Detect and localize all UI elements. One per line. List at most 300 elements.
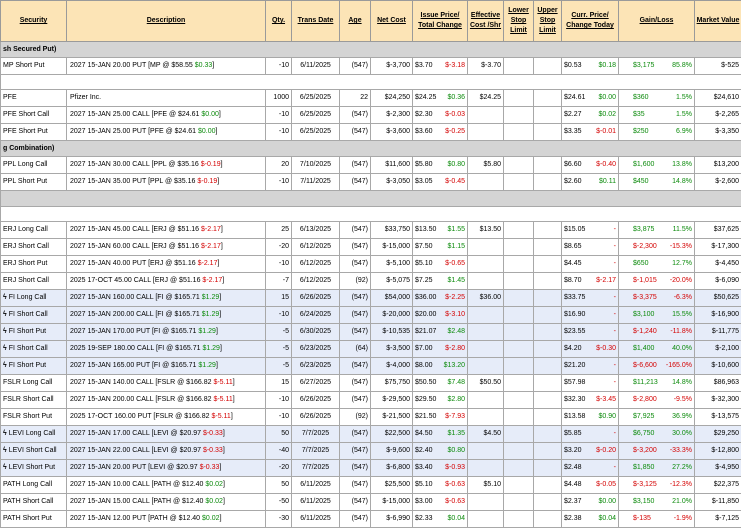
gain-loss-percent: -165.0% (666, 358, 692, 374)
security-cell[interactable] (1, 157, 67, 174)
security-name: PATH Long Call (3, 481, 52, 488)
issue-price: $21.07 (415, 324, 436, 340)
security-name: FI Long Call (9, 294, 47, 301)
table-row[interactable] (1, 409, 741, 426)
upper-stop-cell[interactable] (534, 324, 562, 341)
security-name: FSLR Short Call (3, 396, 54, 403)
trans-date-cell: 7/7/2025 (292, 426, 340, 443)
col-effective-cost[interactable]: Effective Cost /Shr (468, 1, 504, 42)
table-row[interactable] (1, 426, 741, 443)
security-cell[interactable] (1, 107, 67, 124)
net-cost-cell: $-20,000 (371, 307, 413, 324)
lower-stop-cell[interactable] (504, 90, 534, 107)
market-value-cell: $-3,350 (695, 124, 741, 141)
col-net-cost[interactable]: Net Cost (371, 1, 413, 42)
issue-price: $13.50 (415, 222, 436, 238)
lower-stop-cell[interactable] (504, 107, 534, 124)
col-upper-stop[interactable]: Upper Stop Limit (534, 1, 562, 42)
table-row[interactable] (1, 222, 741, 239)
net-cost-cell: $-6,800 (371, 460, 413, 477)
security-cell[interactable] (1, 239, 67, 256)
col-issue-price[interactable]: Issue Price/ Total Change (413, 1, 468, 42)
table-row[interactable] (1, 58, 741, 75)
description-cell (67, 409, 266, 426)
lower-stop-cell[interactable] (504, 477, 534, 494)
security-name: FSLR Short Put (3, 413, 52, 420)
gain-loss-cell (619, 409, 695, 426)
trans-date-cell: 6/11/2025 (292, 477, 340, 494)
net-cost-cell: $-6,990 (371, 511, 413, 528)
description-cell (67, 107, 266, 124)
upper-stop-cell[interactable] (534, 58, 562, 75)
qty-cell: -20 (266, 460, 292, 477)
security-cell[interactable] (1, 375, 67, 392)
age-cell: (547) (340, 157, 371, 174)
qty-cell: -30 (266, 511, 292, 528)
upper-stop-cell[interactable] (534, 443, 562, 460)
trans-date-cell: 6/12/2025 (292, 239, 340, 256)
curr-price-cell (562, 426, 619, 443)
security-cell[interactable] (1, 324, 67, 341)
age-cell: (547) (340, 124, 371, 141)
table-row[interactable] (1, 477, 741, 494)
curr-price: $23.55 (564, 324, 585, 340)
table-row[interactable] (1, 358, 741, 375)
description-text: 2025 19-SEP 180.00 CALL [FI @ $165.71 (70, 345, 200, 352)
total-change: $7.48 (447, 375, 465, 391)
age-cell: (547) (340, 494, 371, 511)
lower-stop-cell[interactable] (504, 358, 534, 375)
curr-price-cell (562, 477, 619, 494)
table-row[interactable] (1, 174, 741, 191)
gain-loss-amount: $250 (633, 124, 649, 140)
curr-price-cell (562, 174, 619, 191)
security-cell[interactable] (1, 222, 67, 239)
table-row[interactable] (1, 375, 741, 392)
security-cell[interactable] (1, 443, 67, 460)
total-change: $-0.93 (445, 460, 465, 476)
total-change: $-3.10 (445, 307, 465, 323)
issue-price: $24.25 (415, 90, 436, 106)
security-cell[interactable] (1, 58, 67, 75)
age-cell: (547) (340, 107, 371, 124)
upper-stop-cell[interactable] (534, 107, 562, 124)
description-text: 2025 17-OCT 45.00 CALL [ERJ @ $51.16 (70, 277, 200, 284)
issue-price-cell (413, 477, 468, 494)
net-cost-cell: $22,500 (371, 426, 413, 443)
curr-price-cell (562, 409, 619, 426)
qty-cell: -10 (266, 107, 292, 124)
curr-price: $16.90 (564, 307, 585, 323)
lower-stop-cell[interactable] (504, 290, 534, 307)
gain-loss-amount: $650 (633, 256, 649, 272)
gain-loss-percent: -1.9% (674, 511, 692, 527)
description-text: 2027 15-JAN 10.00 CALL [PATH @ $12.40 (70, 481, 203, 488)
security-cell[interactable] (1, 426, 67, 443)
curr-price: $21.20 (564, 358, 585, 374)
effective-cost-cell: $5.10 (468, 477, 504, 494)
description-text: 2027 15-JAN 60.00 CALL [ERJ @ $51.16 (70, 243, 199, 250)
change-today: - (614, 239, 616, 255)
gain-loss-percent: -12.3% (670, 477, 692, 493)
gain-loss-amount: $1,600 (633, 157, 654, 173)
gain-loss-cell (619, 256, 695, 273)
net-cost-cell: $-3,700 (371, 58, 413, 75)
lower-stop-cell[interactable] (504, 58, 534, 75)
gain-loss-percent: 1.5% (676, 90, 692, 106)
trans-date-cell: 6/25/2025 (292, 124, 340, 141)
change-today: - (614, 222, 616, 238)
security-cell[interactable] (1, 290, 67, 307)
curr-price: $32.30 (564, 392, 585, 408)
security-cell[interactable] (1, 341, 67, 358)
qty-cell: 50 (266, 477, 292, 494)
description-tail: ] (231, 413, 233, 420)
security-cell[interactable] (1, 307, 67, 324)
description-tail: ] (219, 311, 221, 318)
upper-stop-cell[interactable] (534, 290, 562, 307)
security-cell[interactable] (1, 358, 67, 375)
lower-stop-cell[interactable] (504, 273, 534, 290)
security-name: FI Short Put (9, 328, 46, 335)
curr-price: $3.20 (564, 443, 582, 459)
col-qty[interactable]: Qty. (266, 1, 292, 42)
upper-stop-cell[interactable] (534, 222, 562, 239)
upper-stop-cell[interactable] (534, 124, 562, 141)
change-today: $-0.40 (596, 157, 616, 173)
security-cell[interactable] (1, 477, 67, 494)
security-cell[interactable] (1, 273, 67, 290)
security-name: LEVI Short Call (9, 447, 57, 454)
lower-stop-cell[interactable] (504, 375, 534, 392)
trans-date-cell: 6/23/2025 (292, 341, 340, 358)
underlying-change: $1.29 (202, 345, 220, 352)
issue-price: $2.30 (415, 107, 433, 123)
gain-loss-percent: -33.3% (670, 443, 692, 459)
underlying-change: $-0.19 (197, 178, 217, 185)
security-cell[interactable] (1, 90, 67, 107)
gain-loss-amount: $3,150 (633, 494, 654, 510)
gain-loss-amount: $-6,600 (633, 358, 657, 374)
change-today: $0.11 (599, 174, 616, 190)
gain-loss-percent: 14.8% (672, 375, 692, 391)
curr-price: $2.60 (564, 174, 582, 190)
curr-price-cell (562, 239, 619, 256)
upper-stop-cell[interactable] (534, 477, 562, 494)
table-row[interactable] (1, 494, 741, 511)
qty-cell: -20 (266, 239, 292, 256)
col-curr-price[interactable]: Curr. Price/ Change Today (562, 1, 619, 42)
qty-cell: 15 (266, 375, 292, 392)
description-cell (67, 324, 266, 341)
age-cell: (547) (340, 392, 371, 409)
security-cell[interactable] (1, 494, 67, 511)
qty-cell: 1000 (266, 90, 292, 107)
lower-stop-cell[interactable] (504, 443, 534, 460)
security-name: FSLR Long Call (3, 379, 52, 386)
description-tail: ] (212, 62, 214, 69)
description-text: 2027 15-JAN 15.00 CALL [PATH @ $12.40 (70, 498, 203, 505)
lightning-icon: ϟ (3, 464, 7, 471)
issue-price-cell (413, 324, 468, 341)
issue-price-cell (413, 290, 468, 307)
net-cost-cell: $11,600 (371, 157, 413, 174)
table-row[interactable] (1, 124, 741, 141)
issue-price: $36.00 (415, 290, 436, 306)
upper-stop-cell[interactable] (534, 273, 562, 290)
issue-price-cell (413, 341, 468, 358)
trans-date-cell: 7/10/2025 (292, 157, 340, 174)
gain-loss-percent: -11.8% (670, 324, 692, 340)
age-cell: (547) (340, 324, 371, 341)
table-row[interactable] (1, 239, 741, 256)
effective-cost-cell: $24.25 (468, 90, 504, 107)
lower-stop-cell[interactable] (504, 157, 534, 174)
market-value-cell: $37,625 (695, 222, 741, 239)
net-cost-cell: $-5,100 (371, 256, 413, 273)
lower-stop-cell[interactable] (504, 392, 534, 409)
col-security[interactable]: Security (1, 1, 67, 42)
curr-price: $4.48 (564, 477, 582, 493)
lower-stop-cell[interactable] (504, 341, 534, 358)
underlying-change: $0.02 (205, 481, 223, 488)
upper-stop-cell[interactable] (534, 375, 562, 392)
lower-stop-cell[interactable] (504, 239, 534, 256)
security-cell[interactable] (1, 124, 67, 141)
curr-price: $4.45 (564, 256, 582, 272)
upper-stop-cell[interactable] (534, 511, 562, 528)
gain-loss-amount: $-3,125 (633, 477, 657, 493)
gain-loss-amount: $-1,240 (633, 324, 657, 340)
qty-cell: -5 (266, 341, 292, 358)
change-today: $0.18 (598, 58, 616, 74)
change-today: $-0.30 (596, 341, 616, 357)
effective-cost-cell (468, 107, 504, 124)
net-cost-cell: $-5,075 (371, 273, 413, 290)
gain-loss-amount: $3,875 (633, 222, 654, 238)
gain-loss-cell (619, 239, 695, 256)
underlying-change: $1.29 (198, 362, 216, 369)
gain-loss-amount: $-2,800 (633, 392, 657, 408)
total-change: $-7.93 (445, 409, 465, 425)
upper-stop-cell[interactable] (534, 392, 562, 409)
total-change: $0.80 (447, 157, 465, 173)
curr-price-cell (562, 290, 619, 307)
description-tail: ] (220, 345, 222, 352)
curr-price-cell (562, 341, 619, 358)
net-cost-cell: $-4,000 (371, 358, 413, 375)
change-today: - (614, 375, 616, 391)
upper-stop-cell[interactable] (534, 239, 562, 256)
lower-stop-cell[interactable] (504, 307, 534, 324)
security-cell[interactable] (1, 511, 67, 528)
upper-stop-cell[interactable] (534, 341, 562, 358)
upper-stop-cell[interactable] (534, 157, 562, 174)
security-name: MP Short Put (3, 62, 45, 69)
curr-price: $6.60 (564, 157, 582, 173)
description-tail: ] (216, 328, 218, 335)
curr-price: $2.38 (564, 511, 582, 527)
table-row[interactable] (1, 107, 741, 124)
gain-loss-cell (619, 222, 695, 239)
security-name: ERJ Short Call (3, 243, 49, 250)
trans-date-cell: 6/30/2025 (292, 324, 340, 341)
security-cell[interactable] (1, 392, 67, 409)
col-lower-stop[interactable]: Lower Stop Limit (504, 1, 534, 42)
col-description[interactable]: Description (67, 1, 266, 42)
description-text: 2027 15-JAN 22.00 CALL [LEVI @ $20.97 (70, 447, 201, 454)
net-cost-cell: $-15,000 (371, 494, 413, 511)
age-cell: (547) (340, 174, 371, 191)
underlying-change: $1.29 (202, 294, 220, 301)
upper-stop-cell[interactable] (534, 90, 562, 107)
col-trans-date[interactable]: Trans Date (292, 1, 340, 42)
upper-stop-cell[interactable] (534, 307, 562, 324)
security-cell[interactable] (1, 460, 67, 477)
table-row[interactable] (1, 290, 741, 307)
table-row[interactable] (1, 511, 741, 528)
description-cell (67, 58, 266, 75)
gain-loss-amount: $11,213 (633, 375, 658, 391)
total-change: $-2.80 (445, 341, 465, 357)
lower-stop-cell[interactable] (504, 174, 534, 191)
table-row[interactable] (1, 273, 741, 290)
table-row[interactable] (1, 157, 741, 174)
lower-stop-cell[interactable] (504, 494, 534, 511)
curr-price-cell (562, 157, 619, 174)
underlying-change: $-5.11 (213, 396, 232, 403)
upper-stop-cell[interactable] (534, 426, 562, 443)
lightning-icon: ϟ (3, 362, 7, 369)
gain-loss-percent: 15.5% (672, 307, 692, 323)
curr-price: $4.20 (564, 341, 582, 357)
description-text: Pfizer Inc. (70, 94, 101, 101)
gain-loss-cell (619, 358, 695, 375)
description-cell (67, 477, 266, 494)
issue-price: $29.50 (415, 392, 436, 408)
spacer-row (1, 207, 741, 222)
gain-loss-cell (619, 460, 695, 477)
net-cost-cell: $-9,600 (371, 443, 413, 460)
description-cell (67, 307, 266, 324)
security-name: PPL Short Put (3, 178, 47, 185)
age-cell: 22 (340, 90, 371, 107)
lower-stop-cell[interactable] (504, 324, 534, 341)
gain-loss-cell (619, 375, 695, 392)
description-cell (67, 222, 266, 239)
issue-price-cell (413, 256, 468, 273)
lower-stop-cell[interactable] (504, 222, 534, 239)
market-value-cell: $-10,600 (695, 358, 741, 375)
upper-stop-cell[interactable] (534, 358, 562, 375)
issue-price-cell (413, 443, 468, 460)
table-row[interactable] (1, 90, 741, 107)
lower-stop-cell[interactable] (504, 409, 534, 426)
gain-loss-percent: 27.2% (672, 460, 692, 476)
total-change: $-0.03 (445, 107, 465, 123)
col-gain-loss[interactable]: Gain/Loss (619, 1, 695, 42)
underlying-change: $-5.11 (213, 379, 232, 386)
net-cost-cell: $-15,000 (371, 239, 413, 256)
gain-loss-cell (619, 273, 695, 290)
effective-cost-cell: $36.00 (468, 290, 504, 307)
description-cell (67, 358, 266, 375)
upper-stop-cell[interactable] (534, 409, 562, 426)
lower-stop-cell[interactable] (504, 426, 534, 443)
lower-stop-cell[interactable] (504, 460, 534, 477)
curr-price: $13.58 (564, 409, 585, 425)
effective-cost-cell (468, 392, 504, 409)
description-tail: ] (216, 128, 218, 135)
security-cell[interactable] (1, 409, 67, 426)
description-cell (67, 341, 266, 358)
table-row[interactable] (1, 307, 741, 324)
total-change: $0.36 (447, 90, 465, 106)
gain-loss-amount: $6,750 (633, 426, 654, 442)
issue-price: $4.50 (415, 426, 433, 442)
qty-cell: -10 (266, 256, 292, 273)
description-cell (67, 239, 266, 256)
curr-price-cell (562, 256, 619, 273)
gain-loss-cell (619, 90, 695, 107)
description-text: 2027 15-JAN 17.00 CALL [LEVI @ $20.97 (70, 430, 201, 437)
age-cell: (547) (340, 358, 371, 375)
security-cell[interactable] (1, 174, 67, 191)
col-age[interactable]: Age (340, 1, 371, 42)
upper-stop-cell[interactable] (534, 494, 562, 511)
qty-cell: -10 (266, 58, 292, 75)
lightning-icon: ϟ (3, 447, 7, 454)
upper-stop-cell[interactable] (534, 256, 562, 273)
curr-price-cell (562, 375, 619, 392)
col-market-value[interactable]: Market Value (695, 1, 741, 42)
total-change: $-0.45 (445, 174, 465, 190)
net-cost-cell: $25,500 (371, 477, 413, 494)
total-change: $-3.18 (445, 58, 465, 74)
gain-loss-amount: $-135 (633, 511, 651, 527)
lower-stop-cell[interactable] (504, 256, 534, 273)
gain-loss-cell (619, 494, 695, 511)
lower-stop-cell[interactable] (504, 511, 534, 528)
table-row[interactable] (1, 256, 741, 273)
trans-date-cell: 6/24/2025 (292, 307, 340, 324)
description-cell (67, 494, 266, 511)
effective-cost-cell (468, 494, 504, 511)
change-today: $0.02 (598, 107, 616, 123)
effective-cost-cell: $4.50 (468, 426, 504, 443)
curr-price: $24.61 (564, 90, 585, 106)
gain-loss-cell (619, 324, 695, 341)
market-value-cell: $-2,265 (695, 107, 741, 124)
table-row[interactable] (1, 460, 741, 477)
trans-date-cell: 6/26/2025 (292, 392, 340, 409)
table-row[interactable] (1, 341, 741, 358)
market-value-cell: $-32,300 (695, 392, 741, 409)
underlying-change: $-2.17 (198, 260, 218, 267)
table-row[interactable] (1, 324, 741, 341)
lower-stop-cell[interactable] (504, 124, 534, 141)
age-cell: (92) (340, 409, 371, 426)
security-cell[interactable] (1, 256, 67, 273)
qty-cell: -50 (266, 494, 292, 511)
upper-stop-cell[interactable] (534, 460, 562, 477)
table-row[interactable] (1, 443, 741, 460)
upper-stop-cell[interactable] (534, 174, 562, 191)
trans-date-cell: 7/7/2025 (292, 443, 340, 460)
market-value-cell: $86,963 (695, 375, 741, 392)
table-row[interactable] (1, 392, 741, 409)
trans-date-cell: 6/11/2025 (292, 511, 340, 528)
